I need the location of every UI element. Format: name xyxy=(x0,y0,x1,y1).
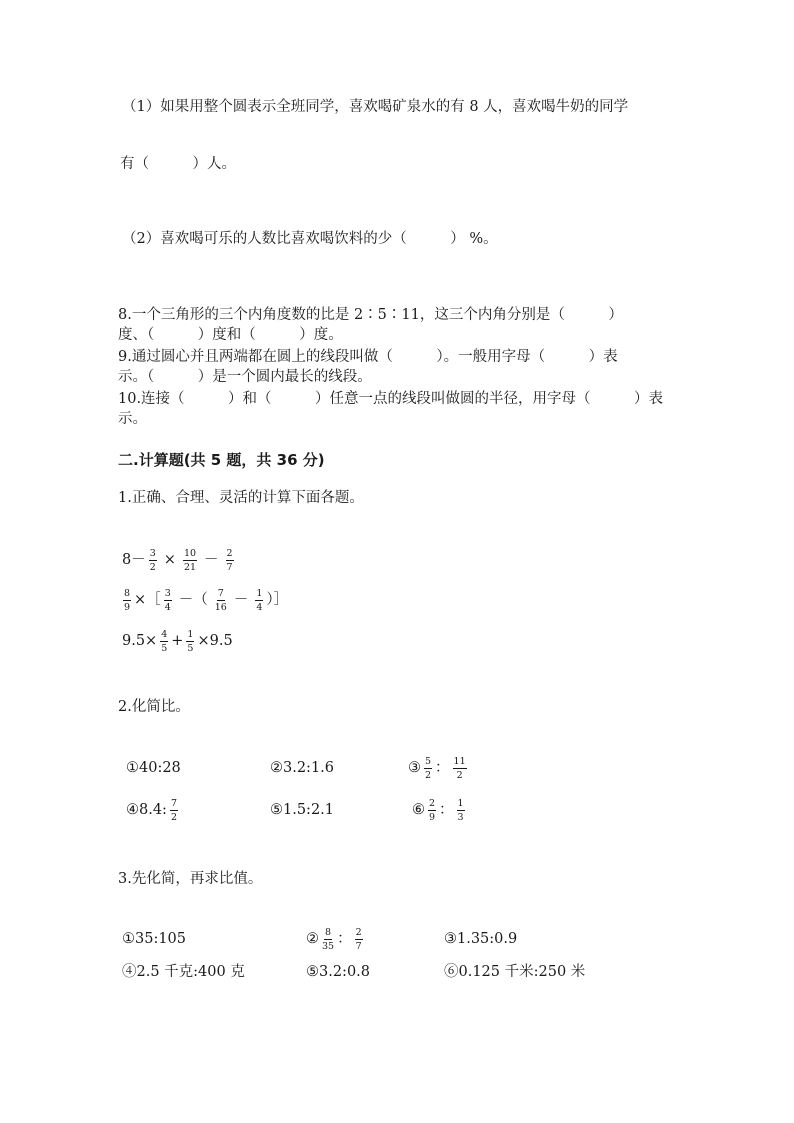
denominator: 9 xyxy=(429,811,436,823)
expr-text: ）］ xyxy=(266,592,289,608)
denominator: 9 xyxy=(124,601,131,613)
numerator: 5 xyxy=(425,755,432,767)
minus-operator: － xyxy=(204,552,219,568)
denominator: 16 xyxy=(214,601,227,613)
fraction xyxy=(215,588,227,613)
calc3-item-6: ⑥0.125 千米:250 米 xyxy=(444,964,586,980)
calc3-item-4: ④2.5 千克:400 克 xyxy=(122,964,245,980)
denominator: 21 xyxy=(183,561,197,573)
q7-part1-line2: 有（ ）人。 xyxy=(120,156,236,172)
denominator: 4 xyxy=(164,601,171,613)
colon: ： xyxy=(439,802,454,818)
colon: ： xyxy=(337,931,352,947)
numerator: 7 xyxy=(217,587,224,599)
calc2-item-2: ②3.2:1.6 xyxy=(270,760,335,776)
numerator: 1 xyxy=(256,587,263,599)
denominator: 5 xyxy=(161,642,168,654)
item-label: ② xyxy=(306,931,319,947)
numerator: 3 xyxy=(164,587,171,599)
denominator: 7 xyxy=(355,940,362,952)
numerator: 2 xyxy=(355,926,362,938)
denominator: 4 xyxy=(256,601,263,613)
denominator: 2 xyxy=(149,561,156,573)
fraction xyxy=(164,588,172,613)
q8-line1: 8.一个三角形的三个内角度数的比是 2∶5∶11，这三个内角分别是（ ） xyxy=(118,307,623,323)
fraction xyxy=(160,629,168,654)
denominator: 3 xyxy=(457,811,464,823)
item-label: ④8.4: xyxy=(126,802,167,818)
fraction xyxy=(424,756,432,781)
q9-line1: 9.通过圆心并且两端都在圆上的线段叫做（ ）。一般用字母（ ）表 xyxy=(118,349,618,365)
calc2-item-4 xyxy=(126,795,181,825)
times-operator: × xyxy=(163,552,176,568)
calc1-title: 1.正确、合理、灵活的计算下面各题。 xyxy=(118,490,364,506)
calc2-item-6 xyxy=(412,795,468,825)
calc3-item-3: ③1.35:0.9 xyxy=(444,931,518,947)
fraction xyxy=(255,588,263,613)
item-label: ③ xyxy=(408,760,421,776)
fraction xyxy=(123,588,131,613)
fraction xyxy=(453,756,467,781)
numerator: 1 xyxy=(187,628,194,640)
calc1-expression-2 xyxy=(120,585,288,615)
q10-line1: 10.连接（ ）和（ ）任意一点的线段叫做圆的半径，用字母（ ）表 xyxy=(118,391,664,407)
q8-line2: 度、（ ）度和（ ）度。 xyxy=(118,327,343,343)
numerator: 2 xyxy=(226,547,233,559)
minus-operator: － xyxy=(233,592,249,608)
expr-text: 8－ xyxy=(122,552,146,568)
plus-operator: + xyxy=(171,633,184,649)
denominator: 2 xyxy=(456,769,463,781)
calc3-title: 3.先化简，再求比值。 xyxy=(118,871,263,887)
q9-line2: 示。（ ）是一个圆内最长的线段。 xyxy=(118,369,372,385)
calc3-item-2 xyxy=(306,924,366,954)
numerator: 8 xyxy=(124,587,131,599)
calc2-item-5: ⑤1.5:2.1 xyxy=(270,802,335,818)
denominator: 35 xyxy=(322,940,335,952)
colon: ： xyxy=(435,760,450,776)
expr-text: －（ xyxy=(178,592,208,608)
section-title: 二.计算题(共 5 题，共 36 分) xyxy=(118,451,325,469)
fraction xyxy=(428,798,436,823)
calc3-item-1: ①35:105 xyxy=(122,931,187,947)
numerator: 3 xyxy=(149,547,156,559)
calc2-title: 2.化简比。 xyxy=(118,699,190,715)
fraction xyxy=(183,548,197,573)
expr-text: 9.5× xyxy=(122,633,158,649)
denominator: 7 xyxy=(226,561,233,573)
denominator: 2 xyxy=(425,769,432,781)
q7-part2: （2）喜欢喝可乐的人数比喜欢喝饮料的少（ ） %。 xyxy=(122,231,498,247)
fraction xyxy=(186,629,194,654)
fraction xyxy=(355,927,363,952)
numerator: 10 xyxy=(183,547,197,559)
calc1-expression-1 xyxy=(122,545,237,575)
denominator: 2 xyxy=(170,811,177,823)
fraction xyxy=(170,798,178,823)
q7-part1-line1: （1）如果用整个圆表示全班同学，喜欢喝矿泉水的有 8 人，喜欢喝牛奶的同学 xyxy=(122,99,629,115)
q10-line2: 示。 xyxy=(118,411,147,427)
numerator: 1 xyxy=(457,797,464,809)
fraction xyxy=(322,927,334,952)
denominator: 5 xyxy=(187,642,194,654)
expr-text: ×9.5 xyxy=(197,633,233,649)
numerator: 2 xyxy=(429,797,436,809)
numerator: 8 xyxy=(325,926,332,938)
numerator: 7 xyxy=(170,797,177,809)
calc2-item-3 xyxy=(408,753,470,783)
calc3-item-5: ⑤3.2:0.8 xyxy=(306,964,371,980)
numerator: 11 xyxy=(453,755,466,767)
calc2-item-1: ①40:28 xyxy=(126,760,181,776)
item-label: ⑥ xyxy=(412,802,425,818)
calc1-expression-3 xyxy=(122,626,233,656)
expr-text: ×［ xyxy=(134,592,161,608)
fraction xyxy=(149,548,157,573)
numerator: 4 xyxy=(161,628,168,640)
fraction xyxy=(457,798,465,823)
fraction xyxy=(226,548,234,573)
